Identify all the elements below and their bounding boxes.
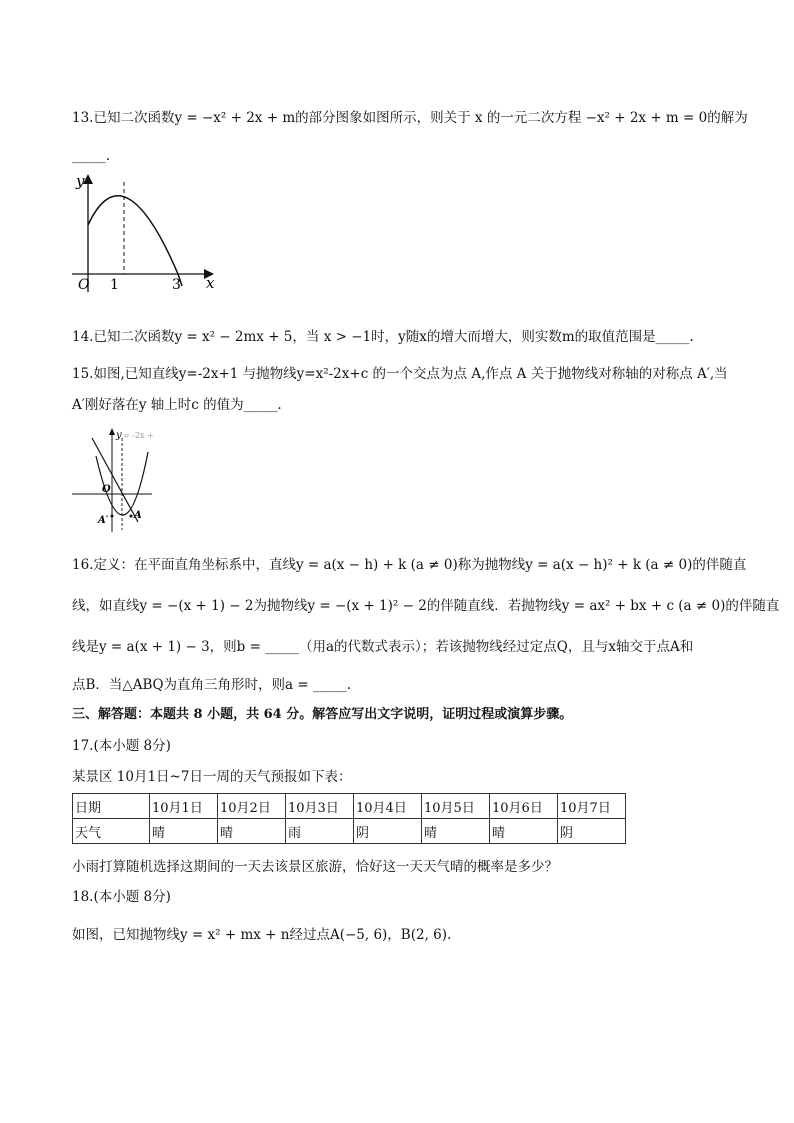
table-cell: 10月4日 [354, 794, 422, 819]
q13-answer-blank: _____. [72, 148, 111, 164]
q13-line1: 13.已知二次函数y = −x² + 2x + m的部分图象如图所示，则关于 x 的一元二次方程 −x² + 2x + m = 0的解为 [72, 110, 748, 126]
q13-graph-svg [68, 168, 228, 298]
point-a-label: A [134, 510, 142, 521]
x-axis-label: x [206, 274, 215, 292]
table-cell: 雨 [286, 819, 354, 844]
line-label: = -2x + [123, 431, 154, 440]
y-axis-label: y [116, 430, 122, 441]
table-cell: 10月7日 [558, 794, 626, 819]
table-cell: 晴 [150, 819, 218, 844]
q17-number: 17.(本小题 8分) [72, 738, 171, 754]
table-row-weather [73, 819, 626, 844]
q18-text: 如图，已知抛物线y = x² + mx + n经过点A(−5, 6)，B(2, 6). [72, 927, 452, 943]
q16-line4: 点B．当△ABQ为直角三角形时，则a = _____. [72, 677, 352, 693]
table-cell: 天气 [73, 819, 150, 844]
tick-label-3: 3 [172, 277, 181, 293]
section-3-heading: 三、解答题：本题共 8 小题，共 64 分。解答应写出文字说明，证明过程或演算步骤。 [72, 707, 573, 722]
parabola-curve [88, 196, 182, 286]
q16-line1: 16.定义：在平面直角坐标系中，直线y = a(x − h) + k (a ≠ 0)称为抛物线y = a(x − h)² + k (a ≠ 0)的伴随直 [72, 557, 747, 573]
table-cell: 晴 [490, 819, 558, 844]
table-cell: 10月3日 [286, 794, 354, 819]
q14-text: 14.已知二次函数y = x² − 2mx + 5，当 x > −1时，y随x的增大而增大，则实数m的取值范围是_____. [72, 329, 694, 345]
q13-parabola-figure [68, 168, 228, 298]
table-cell: 10月6日 [490, 794, 558, 819]
table-cell: 晴 [422, 819, 490, 844]
tick-label-1: 1 [110, 277, 119, 293]
table-row-header [73, 794, 626, 819]
y-axis-label: y [76, 172, 85, 190]
table-cell: 10月5日 [422, 794, 490, 819]
point-a [130, 515, 133, 518]
q15-figure [68, 426, 158, 536]
table-cell: 10月1日 [150, 794, 218, 819]
table-cell: 阴 [558, 819, 626, 844]
table-cell: 晴 [218, 819, 286, 844]
q15-line2: A′刚好落在y 轴上时c 的值为_____. [72, 397, 282, 413]
point-a-prime-label: A′ [98, 515, 109, 526]
table-cell: 日期 [73, 794, 150, 819]
q15-line1: 15.如图,已知直线y=-2x+1 与抛物线y=x²-2x+c 的一个交点为点 A,作点 A 关于抛物线对称轴的对称点 A′,当 [72, 366, 728, 382]
y-axis-arrow [83, 174, 93, 184]
q17-question: 小雨打算随机选择这期间的一天去该景区旅游，恰好这一天天气晴的概率是多少？ [72, 859, 558, 875]
q16-line2: 线，如直线y = −(x + 1) − 2为抛物线y = −(x + 1)² − 2的伴随直线．若抛物线y = ax² + bx + c (a ≠ 0)的伴随直 [72, 598, 780, 614]
q15-graph-svg [68, 426, 158, 536]
origin-label: O [102, 484, 111, 495]
point-a-prime [111, 515, 114, 518]
q16-line3: 线是y = a(x + 1) − 3，则b = _____（用a的代数式表示）；若该抛物线经过定点Q，且与x轴交于点A和 [72, 639, 694, 655]
q18-number: 18.(本小题 8分) [72, 889, 171, 905]
weather-table [72, 793, 626, 844]
q17-intro: 某景区 10月1日~7日一周的天气预报如下表： [72, 769, 352, 785]
table-cell: 10月2日 [218, 794, 286, 819]
y-axis-arrow [109, 428, 115, 435]
origin-label: O [78, 277, 90, 293]
table-cell: 阴 [354, 819, 422, 844]
